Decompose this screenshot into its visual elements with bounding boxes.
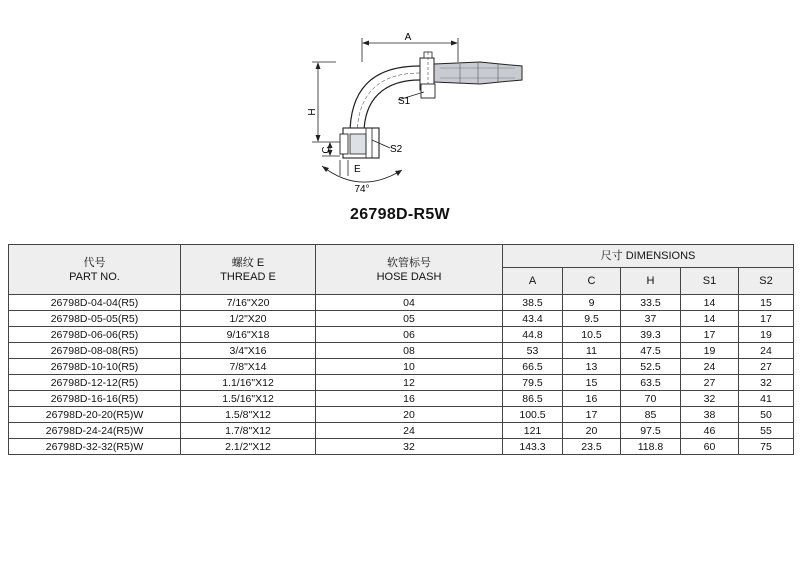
header-thread <box>181 245 316 295</box>
cell-s2: 27 <box>739 359 794 375</box>
table-row <box>9 343 794 359</box>
cell-s2: 17 <box>739 311 794 327</box>
cell-h: 70 <box>621 391 681 407</box>
cell-s1: 19 <box>681 343 739 359</box>
table-row <box>9 423 794 439</box>
cell-h: 85 <box>621 407 681 423</box>
table-row <box>9 327 794 343</box>
fitting-drawing <box>300 22 530 200</box>
header-part-no <box>9 245 181 295</box>
cell-c: 11 <box>563 343 621 359</box>
cell-part: 26798D-24-24(R5)W <box>9 423 181 439</box>
s1-label: S1 <box>398 96 411 107</box>
cell-c: 15 <box>563 375 621 391</box>
cell-hose: 10 <box>316 359 503 375</box>
cell-a: 86.5 <box>503 391 563 407</box>
header-dim-a: A <box>503 268 563 295</box>
dimensions-table <box>8 244 794 455</box>
cell-part: 26798D-20-20(R5)W <box>9 407 181 423</box>
cell-s1: 38 <box>681 407 739 423</box>
table-row <box>9 311 794 327</box>
cell-s1: 14 <box>681 295 739 311</box>
cell-hose: 06 <box>316 327 503 343</box>
cell-s2: 15 <box>739 295 794 311</box>
cell-h: 118.8 <box>621 439 681 455</box>
cell-s2: 24 <box>739 343 794 359</box>
table-row <box>9 295 794 311</box>
header-dim-h: H <box>621 268 681 295</box>
header-thread-en: THREAD E <box>220 270 276 283</box>
header-dim-c: C <box>563 268 621 295</box>
cell-h: 47.5 <box>621 343 681 359</box>
cell-part: 26798D-06-06(R5) <box>9 327 181 343</box>
cell-part: 26798D-12-12(R5) <box>9 375 181 391</box>
cell-a: 53 <box>503 343 563 359</box>
cell-h: 33.5 <box>621 295 681 311</box>
cell-s2: 50 <box>739 407 794 423</box>
cell-thread: 2.1/2"X12 <box>181 439 316 455</box>
dim-a-label: A <box>404 32 412 43</box>
cell-c: 10.5 <box>563 327 621 343</box>
cell-hose: 24 <box>316 423 503 439</box>
cell-thread: 1.5/16"X12 <box>181 391 316 407</box>
cell-part: 26798D-10-10(R5) <box>9 359 181 375</box>
cell-thread: 7/16"X20 <box>181 295 316 311</box>
cell-hose: 12 <box>316 375 503 391</box>
cell-c: 23.5 <box>563 439 621 455</box>
product-title: 26798D-R5W <box>350 206 450 223</box>
cell-h: 52.5 <box>621 359 681 375</box>
cell-s2: 19 <box>739 327 794 343</box>
cell-s1: 60 <box>681 439 739 455</box>
cell-hose: 05 <box>316 311 503 327</box>
table-body <box>9 295 794 455</box>
header-hose-en: HOSE DASH <box>376 270 442 283</box>
header-dimensions: 尺寸 DIMENSIONS <box>503 245 794 268</box>
header-hose-dash <box>316 245 503 295</box>
cell-s2: 32 <box>739 375 794 391</box>
header-dim-s1: S1 <box>681 268 739 295</box>
cell-a: 43.4 <box>503 311 563 327</box>
table-row <box>9 391 794 407</box>
cell-s1: 24 <box>681 359 739 375</box>
dim-e-label: E <box>354 164 361 175</box>
cell-thread: 3/4"X16 <box>181 343 316 359</box>
cell-hose: 20 <box>316 407 503 423</box>
dim-c-label: C <box>321 146 332 154</box>
cell-s1: 17 <box>681 327 739 343</box>
cell-c: 16 <box>563 391 621 407</box>
cell-thread: 1.5/8"X12 <box>181 407 316 423</box>
cell-a: 100.5 <box>503 407 563 423</box>
cell-hose: 16 <box>316 391 503 407</box>
cell-hose: 32 <box>316 439 503 455</box>
cell-part: 26798D-08-08(R5) <box>9 343 181 359</box>
cell-a: 143.3 <box>503 439 563 455</box>
cell-s1: 32 <box>681 391 739 407</box>
header-hose-cn: 软管标号 <box>387 256 431 269</box>
cell-part: 26798D-04-04(R5) <box>9 295 181 311</box>
cell-c: 17 <box>563 407 621 423</box>
cell-a: 38.5 <box>503 295 563 311</box>
cell-hose: 08 <box>316 343 503 359</box>
cell-part: 26798D-05-05(R5) <box>9 311 181 327</box>
cell-a: 121 <box>503 423 563 439</box>
table-row <box>9 439 794 455</box>
cell-thread: 1/2"X20 <box>181 311 316 327</box>
cell-thread: 1.7/8"X12 <box>181 423 316 439</box>
cell-h: 39.3 <box>621 327 681 343</box>
header-part-en: PART NO. <box>69 270 120 283</box>
table-row <box>9 375 794 391</box>
cell-thread: 7/8"X14 <box>181 359 316 375</box>
cell-c: 13 <box>563 359 621 375</box>
header-thread-cn: 螺纹 E <box>231 256 265 269</box>
cell-a: 44.8 <box>503 327 563 343</box>
cell-c: 9.5 <box>563 311 621 327</box>
cell-part: 26798D-16-16(R5) <box>9 391 181 407</box>
cell-h: 37 <box>621 311 681 327</box>
cell-c: 9 <box>563 295 621 311</box>
s2-label: S2 <box>390 144 403 155</box>
dim-h-label: H <box>307 108 318 116</box>
cell-s2: 75 <box>739 439 794 455</box>
cell-s1: 27 <box>681 375 739 391</box>
header-dim-s2: S2 <box>739 268 794 295</box>
cell-s2: 55 <box>739 423 794 439</box>
header-part-cn: 代号 <box>83 256 106 269</box>
cell-thread: 9/16"X18 <box>181 327 316 343</box>
cell-s2: 41 <box>739 391 794 407</box>
cell-c: 20 <box>563 423 621 439</box>
table-row <box>9 407 794 423</box>
cell-h: 63.5 <box>621 375 681 391</box>
angle-label: 74° <box>354 184 370 195</box>
table-row <box>9 359 794 375</box>
cell-s1: 14 <box>681 311 739 327</box>
cell-a: 66.5 <box>503 359 563 375</box>
cell-h: 97.5 <box>621 423 681 439</box>
cell-thread: 1.1/16"X12 <box>181 375 316 391</box>
cell-s1: 46 <box>681 423 739 439</box>
cell-hose: 04 <box>316 295 503 311</box>
cell-part: 26798D-32-32(R5)W <box>9 439 181 455</box>
cell-a: 79.5 <box>503 375 563 391</box>
